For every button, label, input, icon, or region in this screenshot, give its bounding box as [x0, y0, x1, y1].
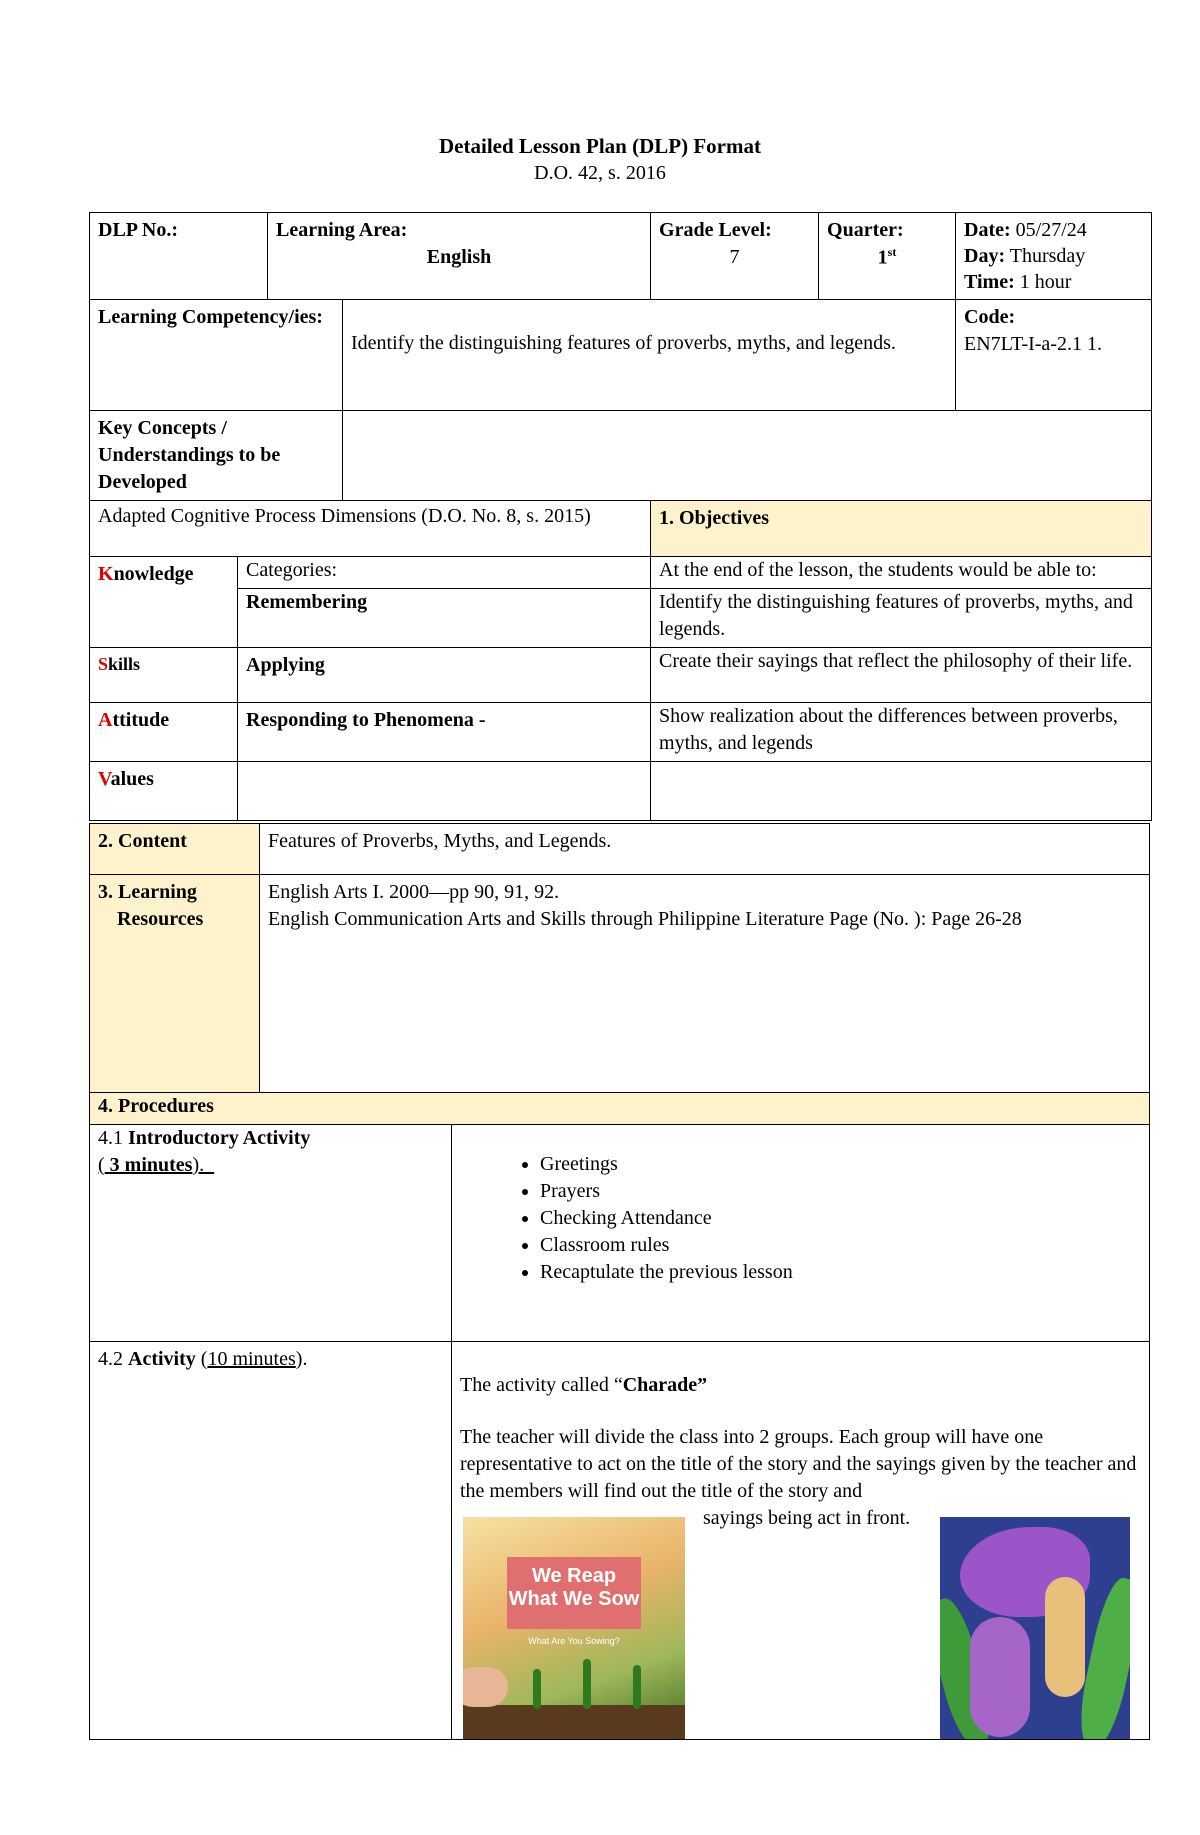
we-reap-what-we-sow-image	[463, 1517, 685, 1739]
soil-shape	[463, 1705, 685, 1739]
procedures-header-cell	[90, 1093, 1150, 1125]
sprout-shape	[633, 1665, 641, 1709]
intro-objective-cell	[651, 557, 1152, 589]
figure-shape	[1045, 1577, 1085, 1697]
image-subtitle: What Are You Sowing?	[528, 1636, 620, 1646]
dlp-label: DLP No.:	[98, 219, 178, 241]
resources-value-cell	[260, 875, 1150, 1093]
content-label-cell	[90, 824, 260, 875]
skills-rest: kills	[108, 654, 141, 674]
resource-line-1: English Arts I. 2000—pp 90, 91, 92.	[268, 881, 560, 903]
activity-called-suffix: ”	[697, 1374, 708, 1396]
time-label: Time:	[964, 271, 1015, 293]
responding-cell	[238, 703, 651, 762]
learning-area-value: English	[426, 246, 492, 268]
applying-cell	[238, 648, 651, 703]
day-label: Day:	[964, 245, 1006, 267]
responding-label: Responding to Phenomena -	[246, 709, 486, 731]
code-value: EN7LT-I-a-2.1 1.	[964, 333, 1102, 355]
content-value: Features of Proverbs, Myths, and Legends.	[268, 830, 612, 852]
resources-label-cell	[90, 875, 260, 1093]
figure-shape	[970, 1617, 1030, 1737]
key-concepts-label: Key Concepts / Understandings to be Developed	[98, 417, 281, 493]
content-value-cell	[260, 824, 1150, 875]
intro-activity-title: Introductory Activity	[128, 1127, 311, 1149]
quarter-suffix: st	[887, 245, 897, 259]
categories-label: Categories:	[246, 559, 338, 581]
activity-time-open: (	[195, 1348, 208, 1370]
intro-activity-title-line	[98, 1125, 443, 1152]
learning-area-label: Learning Area:	[276, 219, 408, 241]
hand-shape	[463, 1667, 508, 1707]
skills-initial: S	[98, 654, 109, 674]
list-item: • Greetings	[540, 1151, 1141, 1178]
intro-activity-num: 4.1	[98, 1127, 128, 1149]
dlp-number-cell	[90, 213, 268, 300]
activity-description-cont: sayings being act in front.	[703, 1507, 911, 1529]
code-cell	[956, 300, 1152, 411]
activity-label-cell	[90, 1342, 452, 1740]
intro-time-close: ).	[192, 1154, 205, 1176]
list-item: • Prayers	[540, 1178, 1141, 1205]
categories-cell	[238, 557, 651, 589]
date-cell	[956, 213, 1152, 300]
intro-activity-time-line	[98, 1152, 443, 1179]
objectives-header-cell	[651, 501, 1152, 557]
skills-cell	[90, 648, 238, 703]
date-line	[964, 217, 1143, 243]
remembering-label: Remembering	[246, 591, 368, 613]
quarter-label: Quarter:	[827, 219, 904, 241]
values-rest: alues	[110, 768, 154, 790]
skills-objective-cell	[651, 648, 1152, 703]
activity-time-close: ).	[295, 1348, 308, 1370]
date-value: 05/27/24	[1015, 219, 1087, 241]
grade-level-cell	[651, 213, 819, 300]
skills-objective: Create their sayings that reflect the philosophy of their life.	[659, 650, 1133, 672]
objectives-label: 1. Objectives	[659, 507, 769, 529]
intro-activity-content-cell	[452, 1125, 1150, 1342]
key-concepts-value-cell	[343, 411, 1152, 501]
quarter-cell	[819, 213, 956, 300]
image-title: We Reap What We Sow	[507, 1557, 641, 1629]
procedures-label: 4. Procedures	[98, 1095, 214, 1117]
activity-called-name: Charade	[622, 1374, 698, 1396]
header-info-table	[89, 212, 1152, 821]
values-category-cell	[238, 762, 651, 821]
competency-label: Learning Competency/ies:	[98, 306, 323, 328]
time-value: 1 hour	[1019, 271, 1072, 293]
applying-label: Applying	[246, 654, 325, 676]
attitude-objective: Show realization about the differences between proverbs, myths, and legends	[659, 705, 1118, 754]
knowledge-objective: Identify the distinguishing features of proverbs, myths, and legends.	[659, 591, 1133, 640]
attitude-initial: A	[98, 709, 113, 731]
document-subtitle: D.O. 42, s. 2016	[534, 162, 666, 184]
intro-objective: At the end of the lesson, the students would be able to:	[659, 559, 1097, 581]
grade-level-label: Grade Level:	[659, 219, 772, 241]
time-line	[964, 269, 1143, 295]
activity-description: The teacher will divide the class into 2 groups. Each group will have one representative to act on the title of the story and the sayings given by the teacher and the members will find out the title of the story and	[460, 1426, 1137, 1502]
intro-activity-label-cell	[90, 1125, 452, 1342]
attitude-cell	[90, 703, 238, 762]
day-value: Thursday	[1009, 245, 1086, 267]
values-initial: V	[98, 768, 111, 790]
dimensions-label-cell	[90, 501, 651, 557]
quarter-value: 1	[877, 246, 888, 269]
key-concepts-label-cell	[90, 411, 343, 501]
remembering-cell	[238, 589, 651, 648]
list-item: • Recaptulate the previous lesson	[540, 1259, 1141, 1286]
activity-called-line	[460, 1372, 1141, 1399]
sprout-shape	[583, 1659, 591, 1709]
intro-activity-list	[460, 1151, 1141, 1286]
values-objective-cell	[651, 762, 1152, 821]
quarter-value-wrap	[827, 244, 947, 272]
date-label: Date:	[964, 219, 1011, 241]
dimensions-label: Adapted Cognitive Process Dimensions (D.O. No. 8, s. 2015)	[98, 505, 591, 527]
attitude-rest: ttitude	[112, 709, 170, 731]
list-item: • Classroom rules	[540, 1232, 1141, 1259]
knowledge-objective-cell	[651, 589, 1152, 648]
day-line	[964, 243, 1143, 269]
activity-called-prefix: The activity called “	[460, 1374, 623, 1396]
resources-label-line1: 3. Learning	[98, 881, 197, 903]
competency-text: Identify the distinguishing features of proverbs, myths, and legends.	[351, 332, 896, 354]
list-item: • Checking Attendance	[540, 1205, 1141, 1232]
grade-level-value: 7	[729, 246, 740, 268]
legend-illustration-image	[940, 1517, 1130, 1739]
activity-title: Activity	[128, 1348, 196, 1370]
attitude-objective-cell	[651, 703, 1152, 762]
values-cell	[90, 762, 238, 821]
resource-line-2: English Communication Arts and Skills through Philippine Literature Page (No. ): Page 26-28	[268, 908, 1022, 930]
intro-activity-time: 3 minutes	[104, 1154, 193, 1176]
resources-label-line2: Resources	[117, 908, 204, 930]
intro-time-open: (	[98, 1154, 105, 1176]
competency-text-cell	[343, 300, 956, 411]
sprout-shape	[533, 1669, 541, 1709]
learning-area-cell	[268, 213, 651, 300]
activity-num: 4.2	[98, 1348, 128, 1370]
knowledge-rest: nowledge	[113, 563, 194, 585]
code-label: Code:	[964, 306, 1016, 328]
document-title: Detailed Lesson Plan (DLP) Format	[439, 134, 761, 158]
competency-label-cell	[90, 300, 343, 411]
knowledge-initial: K	[98, 563, 114, 585]
content-label: 2. Content	[98, 830, 187, 852]
activity-time: 10 minutes	[207, 1348, 296, 1370]
knowledge-cell	[90, 557, 238, 648]
